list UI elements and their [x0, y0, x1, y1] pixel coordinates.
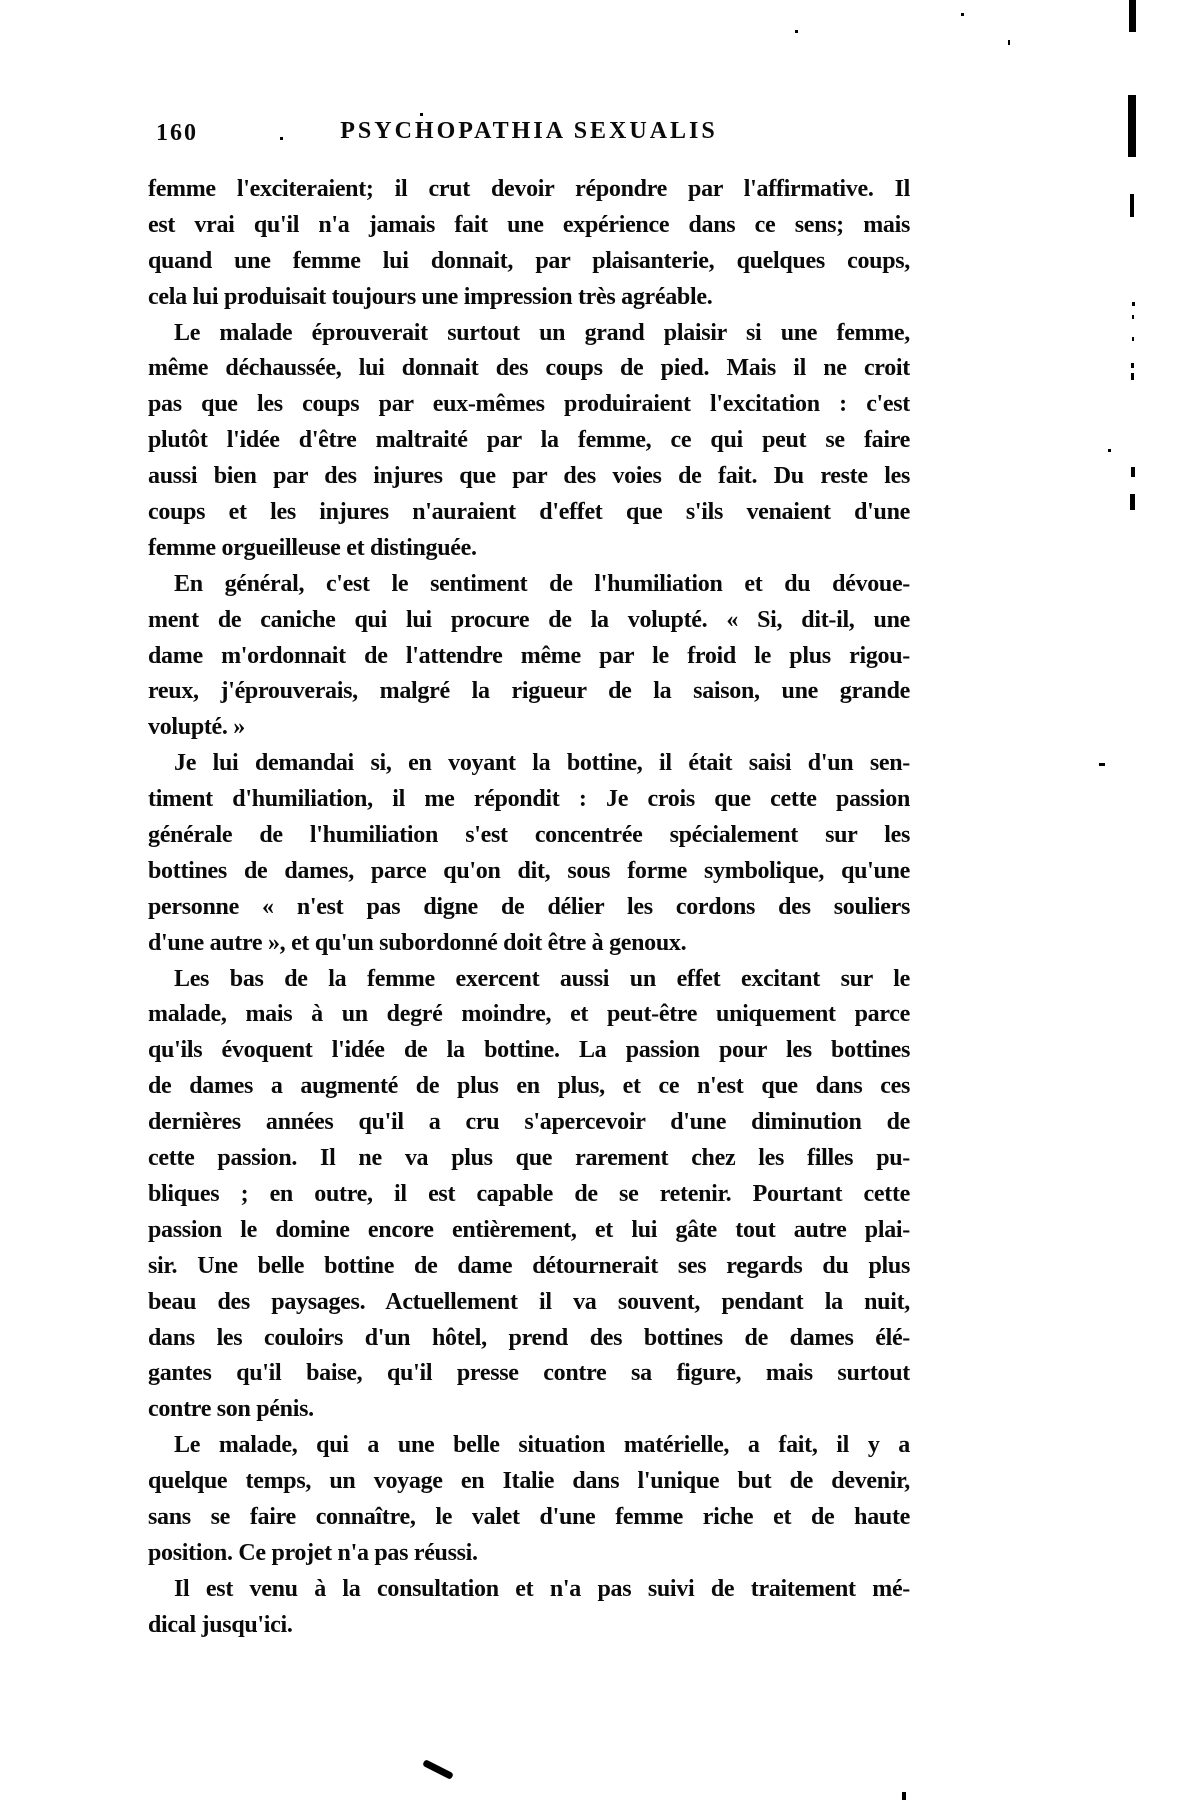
text-line: d'une autre », et qu'un subordonné doit être à genoux. [148, 929, 687, 956]
text-line: passion le domine encore entièrement, et lui gâte tout autre plai- [148, 1216, 910, 1243]
text-line: dernières années qu'il a cru s'apercevoir d'une diminution de [148, 1109, 910, 1136]
scan-mark-right-edge [1130, 494, 1135, 510]
paragraph [148, 567, 910, 746]
ink-speck [280, 137, 283, 140]
scan-mark-right-edge [1131, 467, 1135, 477]
page-number: 160 [156, 120, 198, 146]
ink-speck [420, 113, 423, 116]
text-line: générale de l'humiliation s'est concentrée spécialement sur les [148, 822, 910, 849]
text-line: femme orgueilleuse et distinguée. [148, 534, 477, 561]
scan-mark-right-edge [1130, 194, 1134, 217]
scan-mark-right-edge [1132, 302, 1135, 306]
scan-mark-right-edge [1128, 95, 1136, 157]
text-line: quelque temps, un voyage en Italie dans l'unique but de devenir, [148, 1468, 910, 1495]
scan-mark-right-edge [1132, 337, 1134, 341]
scan-mark-right-edge [1131, 363, 1134, 368]
text-line: qu'ils évoquent l'idée de la bottine. La passion pour les bottines [148, 1037, 910, 1064]
text-line: personne « n'est pas digne de délier les cordons des souliers [148, 893, 910, 920]
paragraph [148, 746, 910, 961]
text-line: timent d'humiliation, il me répondit : Je crois que cette passion [148, 786, 910, 813]
text-line: reux, j'éprouverais, malgré la rigueur de la saison, une grande [148, 678, 910, 705]
ink-speck [902, 1792, 906, 1800]
text-line: volupté. » [148, 714, 246, 741]
text-line: est vrai qu'il n'a jamais fait une expérience dans ce sens; mais [148, 211, 910, 238]
scan-mark-right-edge [1131, 373, 1134, 380]
text-line: dical jusqu'ici. [148, 1611, 293, 1638]
text-line: position. Ce projet n'a pas réussi. [148, 1539, 478, 1566]
text-line: aussi bien par des injures que par des voies de fait. Du reste les [148, 463, 910, 490]
text-line: sans se faire connaître, le valet d'une femme riche et de haute [148, 1503, 910, 1530]
scan-mark-right-edge [1099, 763, 1105, 766]
text-line: sir. Une belle bottine de dame détournerait ses regards du plus [148, 1252, 910, 1279]
text-line: femme l'exciteraient; il crut devoir répondre par l'affirmative. Il [148, 176, 910, 202]
paragraph [148, 172, 910, 316]
paragraph [148, 962, 910, 1429]
text-line: Il est venu à la consultation et n'a pas suivi de traitement mé- [174, 1575, 910, 1602]
text-line: dans les couloirs d'un hôtel, prend des bottines de dames élé- [148, 1324, 910, 1351]
text-line: bottines de dames, parce qu'on dit, sous forme symbolique, qu'une [148, 857, 910, 884]
text-line: Le malade, qui a une belle situation matérielle, a fait, il y a [174, 1432, 910, 1459]
text-line: beau des paysages. Actuellement il va souvent, pendant la nuit, [148, 1288, 910, 1315]
page-header [148, 118, 910, 152]
ink-speck [1008, 40, 1010, 45]
paragraph [148, 1572, 910, 1644]
text-line: de dames a augmenté de plus en plus, et ce n'est que dans ces [148, 1073, 910, 1100]
scan-mark-right-edge [1108, 449, 1111, 452]
text-line: dame m'ordonnait de l'attendre même par le froid le plus rigou- [148, 642, 910, 669]
text-line: En général, c'est le sentiment de l'humiliation et du dévoue- [174, 570, 910, 597]
ink-speck [795, 30, 798, 33]
text-line: ment de caniche qui lui procure de la volupté. « Si, dit-il, une [148, 606, 910, 633]
text-line: gantes qu'il baise, qu'il presse contre sa figure, mais surtout [148, 1360, 910, 1387]
scan-mark-right-edge [1129, 0, 1136, 32]
running-title: PSYCHOPATHIA SEXUALIS [340, 118, 718, 144]
text-line: cela lui produisait toujours une impression très agréable. [148, 283, 713, 310]
text-line: quand une femme lui donnait, par plaisanterie, quelques coups, [148, 247, 910, 274]
text-line: pas que les coups par eux-mêmes produiraient l'excitation : c'est [148, 391, 910, 418]
ink-speck [961, 13, 964, 16]
ink-squiggle [422, 1759, 454, 1780]
text-line: Les bas de la femme exercent aussi un effet excitant sur le [174, 965, 910, 992]
scan-mark-right-edge [1132, 315, 1134, 319]
text-line: coups et les injures n'auraient d'effet que s'ils venaient d'une [148, 499, 910, 526]
text-line: même déchaussée, lui donnait des coups de pied. Mais il ne croit [148, 355, 910, 382]
paragraph [148, 316, 910, 567]
text-line: Le malade éprouverait surtout un grand plaisir si une femme, [174, 319, 910, 346]
text-line: contre son pénis. [148, 1396, 314, 1423]
text-line: plutôt l'idée d'être maltraité par la femme, ce qui peut se faire [148, 427, 910, 454]
paragraph [148, 1428, 910, 1572]
text-line: Je lui demandai si, en voyant la bottine, il était saisi d'un sen- [174, 750, 910, 777]
text-line: malade, mais à un degré moindre, et peut-être uniquement parce [148, 1001, 910, 1028]
text-line: cette passion. Il ne va plus que rarement chez les filles pu- [148, 1145, 910, 1172]
page-body [148, 172, 910, 1644]
text-line: bliques ; en outre, il est capable de se retenir. Pourtant cette [148, 1180, 910, 1207]
